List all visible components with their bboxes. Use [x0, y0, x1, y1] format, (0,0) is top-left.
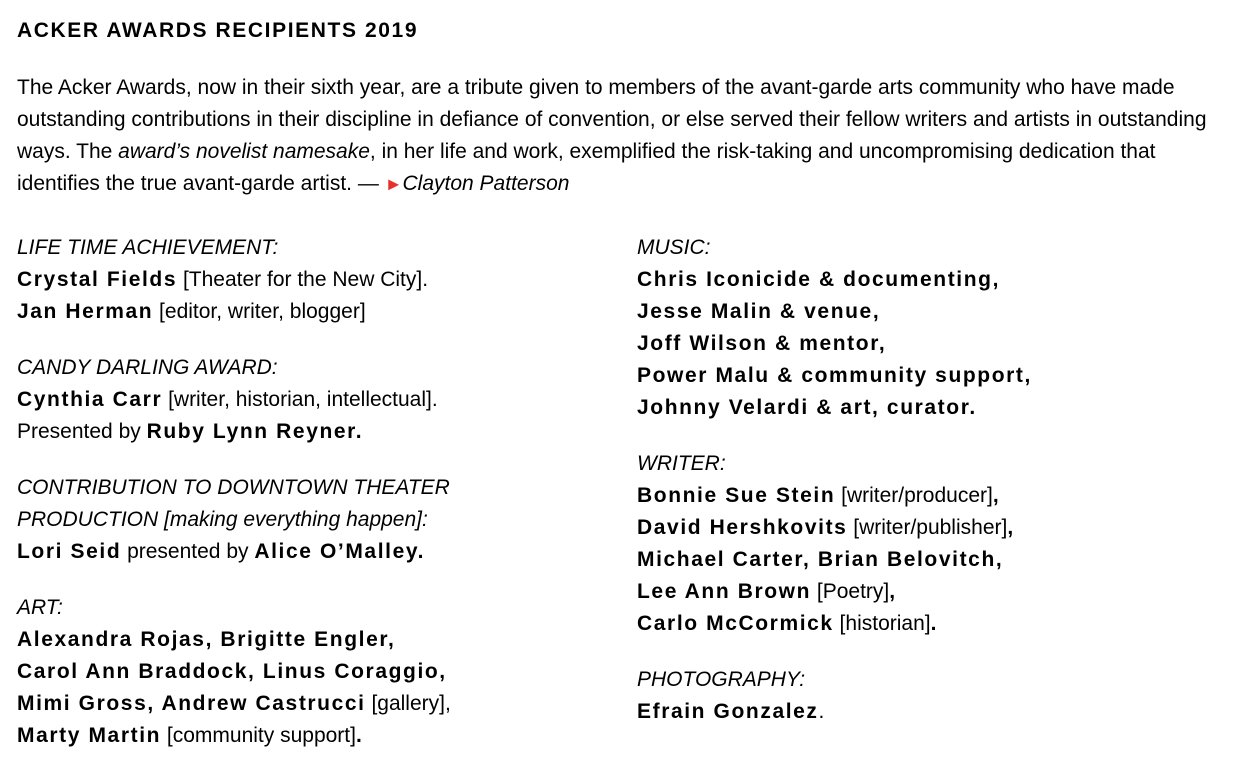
recipient-name: Marty Martin	[17, 724, 162, 747]
recipient-desc: [Theater for the New City].	[177, 268, 429, 291]
section-heading-cont: PRODUCTION [making everything happen]:	[17, 508, 428, 531]
section-downtown-theater	[17, 472, 617, 568]
recipient-line	[637, 480, 1237, 512]
punctuation: .	[930, 612, 937, 635]
recipient-line: Johnny Velardi & art, curator.	[637, 396, 977, 419]
section-heading: MUSIC:	[637, 236, 711, 259]
intro-italic: award’s novelist namesake	[118, 140, 370, 163]
recipient-name: Crystal Fields	[17, 268, 178, 291]
punctuation: .	[818, 700, 825, 723]
section-art	[17, 592, 617, 752]
punctuation: ,	[1007, 516, 1014, 539]
left-column	[17, 232, 617, 776]
section-heading: ART:	[17, 596, 63, 619]
recipient-line: Carol Ann Braddock, Linus Coraggio,	[17, 660, 447, 683]
recipient-line	[17, 264, 617, 296]
recipient-line	[637, 512, 1237, 544]
recipient-desc: [gallery],	[365, 692, 451, 715]
recipient-desc: [writer, historian, intellectual].	[162, 388, 438, 411]
page-title: ACKER AWARDS RECIPIENTS 2019	[17, 19, 419, 42]
recipient-desc: [community support]	[161, 724, 356, 747]
section-heading: CONTRIBUTION TO DOWNTOWN THEATER	[17, 476, 450, 499]
section-heading: WRITER:	[637, 452, 726, 475]
section-music	[637, 232, 1237, 424]
presented-by-text: Presented by	[17, 420, 147, 443]
recipient-name: Lori Seid	[17, 540, 122, 563]
recipient-desc: [editor, writer, blogger]	[153, 300, 366, 323]
recipient-name: David Hershkovits	[637, 516, 848, 539]
punctuation: ,	[992, 484, 999, 507]
section-heading: PHOTOGRAPHY:	[637, 668, 806, 691]
intro-text-2: , in her life and work, exemplified the risk-taking and uncompromising dedication that identifies the true avant-garde artist. —	[17, 140, 1156, 195]
recipient-line: Alexandra Rojas, Brigitte Engler,	[17, 628, 396, 651]
section-heading: LIFE TIME ACHIEVEMENT:	[17, 236, 279, 259]
section-writer	[637, 448, 1237, 640]
punctuation: ,	[889, 580, 896, 603]
recipient-line	[17, 384, 617, 416]
recipient-desc: [Poetry]	[811, 580, 890, 603]
recipient-line	[17, 688, 617, 720]
section-candy-darling	[17, 352, 617, 448]
recipient-line	[637, 608, 1237, 640]
recipient-name: Mimi Gross, Andrew Castrucci	[17, 692, 366, 715]
section-heading: CANDY DARLING AWARD:	[17, 356, 278, 379]
presenter-line	[17, 416, 617, 448]
recipient-line: Power Malu & community support,	[637, 364, 1032, 387]
recipient-name: Jan Herman	[17, 300, 154, 323]
recipient-line: Jesse Malin & venue,	[637, 300, 881, 323]
recipient-name: Lee Ann Brown	[637, 580, 812, 603]
intro-paragraph	[17, 72, 1229, 200]
recipient-name: Cynthia Carr	[17, 388, 163, 411]
recipient-name: Carlo McCormick	[637, 612, 834, 635]
recipient-line: Chris Iconicide & documenting,	[637, 268, 1001, 291]
punctuation: .	[355, 724, 362, 747]
recipient-desc: [writer/publisher]	[847, 516, 1008, 539]
recipient-desc: [historian]	[833, 612, 931, 635]
recipient-line	[17, 536, 617, 568]
intro-text-1: The Acker Awards, now in their sixth year, are a tribute given to members of the avant-garde arts community who have made outstanding contributions in their discipline in defiance of convention, or else served their fellow writers and artists in outstanding ways. The	[17, 76, 1207, 163]
recipient-name: Bonnie Sue Stein	[637, 484, 836, 507]
recipient-name: Efrain Gonzalez	[637, 700, 819, 723]
recipient-line	[17, 720, 617, 752]
recipient-line	[637, 576, 1237, 608]
author-link[interactable]: Clayton Patterson	[402, 172, 570, 195]
right-column	[637, 232, 1237, 752]
recipient-desc: [writer/producer]	[835, 484, 993, 507]
presenter-name: Alice O’Malley.	[254, 540, 426, 563]
section-photography	[637, 664, 1237, 728]
presented-by-text: presented by	[121, 540, 255, 563]
presenter-name: Ruby Lynn Reyner.	[146, 420, 364, 443]
recipient-line	[637, 696, 1237, 728]
recipient-line	[17, 296, 617, 328]
play-arrow-icon[interactable]: ►	[384, 174, 403, 194]
recipient-line: Michael Carter, Brian Belovitch,	[637, 548, 1004, 571]
recipient-line: Joff Wilson & mentor,	[637, 332, 887, 355]
section-lifetime-achievement	[17, 232, 617, 328]
